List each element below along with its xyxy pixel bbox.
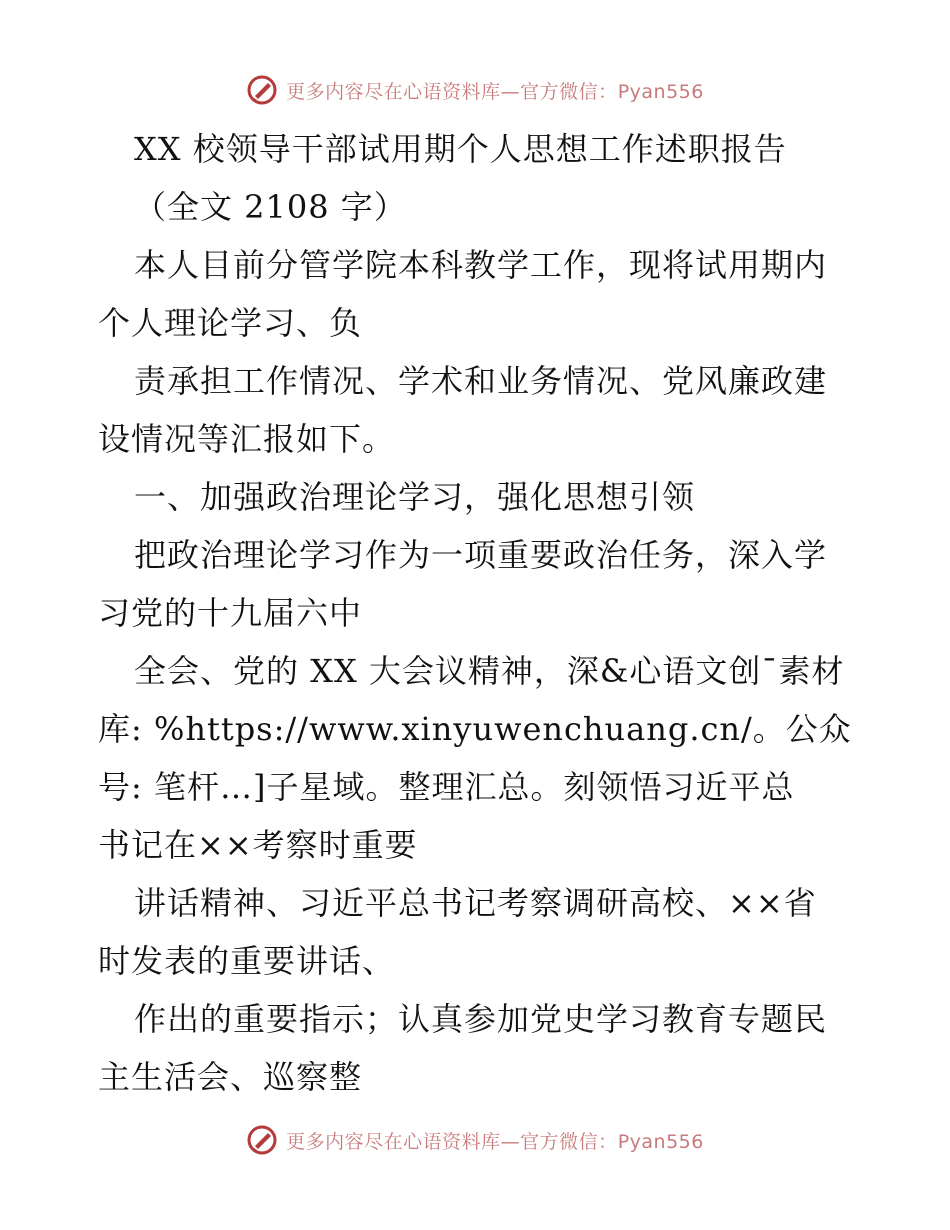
watermark-footer <box>0 1120 950 1160</box>
text-line: 一、加强政治理论学习，强化思想引领 <box>134 478 696 516</box>
text-line: 书记在××考察时重要 <box>98 826 418 864</box>
text-line: 全会、党的 XX 大会议精神，深&心语文创¯素材 <box>134 652 845 690</box>
text-line: 设情况等汇报如下。 <box>98 420 396 458</box>
text-line: 个人理论学习、负 <box>98 304 363 342</box>
text-line: 习党的十九届六中 <box>98 594 363 632</box>
text-line: 时发表的重要讲话、 <box>98 942 396 980</box>
document-body <box>98 120 858 1106</box>
text-line: 作出的重要指示；认真参加党史学习教育专题民 <box>134 1000 828 1038</box>
text-line: 主生活会、巡察整 <box>98 1058 363 1096</box>
text-line: 库: %https://www.xinyuwenchuang.cn/。公众 <box>98 710 852 748</box>
text-line: 责承担工作情况、学术和业务情况、党风廉政建 <box>134 362 828 400</box>
brush-logo-icon <box>246 74 278 106</box>
text-line: （全文 2108 字） <box>134 188 407 226</box>
text-line: XX 校领导干部试用期个人思想工作述职报告 <box>134 130 787 168</box>
text-line: 号: 笔杆…]子星域。整理汇总。刻领悟习近平总 <box>98 768 795 806</box>
text-line: 把政治理论学习作为一项重要政治任务，深入学 <box>134 536 828 574</box>
text-line: 本人目前分管学院本科教学工作，现将试用期内 <box>134 246 828 284</box>
text-line: 讲话精神、习近平总书记考察调研高校、××省 <box>134 884 817 922</box>
brush-logo-icon <box>246 1124 278 1156</box>
watermark-text: 更多内容尽在心语资料库—官方微信：Pyan556 <box>286 1130 704 1153</box>
watermark-header <box>0 70 950 110</box>
watermark-text: 更多内容尽在心语资料库—官方微信：Pyan556 <box>286 80 704 103</box>
